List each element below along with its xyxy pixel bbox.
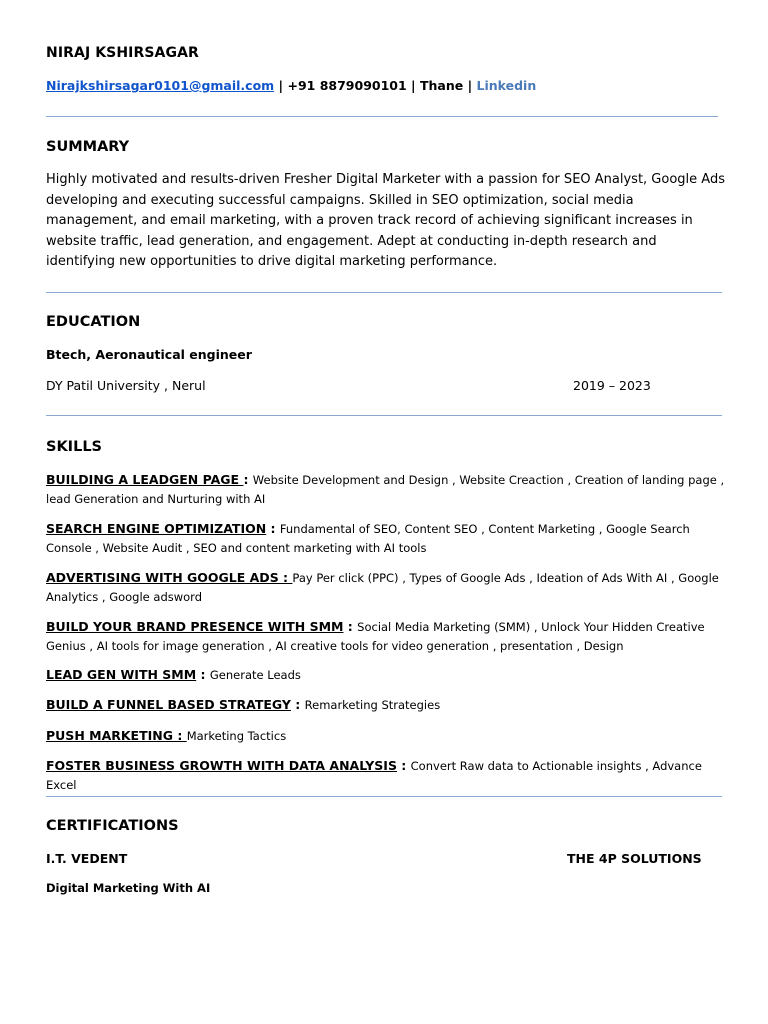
email-link[interactable]: Nirajkshirsagar0101@gmail.com bbox=[46, 78, 275, 93]
divider bbox=[46, 116, 718, 117]
skill-title: BUILD YOUR BRAND PRESENCE WITH SMM bbox=[46, 619, 344, 634]
skill-title: FOSTER BUSINESS GROWTH WITH DATA ANALYSIS bbox=[46, 758, 397, 773]
skill-item bbox=[46, 695, 726, 715]
skill-item bbox=[46, 470, 726, 509]
contact-separator: | bbox=[274, 78, 288, 93]
contact-line bbox=[46, 78, 536, 93]
skill-item bbox=[46, 726, 726, 746]
candidate-name: NIRAJ KSHIRSAGAR bbox=[46, 45, 199, 61]
divider bbox=[46, 796, 722, 797]
skill-title: BUILDING A LEADGEN PAGE bbox=[46, 472, 244, 487]
skill-description: Remarketing Strategies bbox=[304, 698, 441, 712]
certification-institute: THE 4P SOLUTIONS bbox=[567, 851, 702, 866]
skill-item bbox=[46, 617, 726, 656]
skill-title: LEAD GEN WITH SMM bbox=[46, 667, 197, 682]
skill-separator: : bbox=[243, 472, 253, 487]
education-degree: Btech, Aeronautical engineer bbox=[46, 347, 252, 362]
education-years: 2019 – 2023 bbox=[573, 378, 651, 393]
skill-description: Generate Leads bbox=[209, 668, 301, 682]
divider bbox=[46, 415, 722, 416]
skill-item bbox=[46, 665, 726, 685]
phone-number: +91 8879090101 bbox=[287, 78, 407, 93]
linkedin-link[interactable]: Linkedin bbox=[476, 78, 537, 93]
skill-item bbox=[46, 568, 726, 607]
divider bbox=[46, 292, 722, 293]
skill-description: Pay Per click (PPC) , Types of Google Ads , Ideation of Ads With AI , Google Analytics , Google adsword bbox=[46, 571, 719, 604]
skill-title: PUSH MARKETING : bbox=[46, 728, 187, 743]
skill-description: Website Development and Design , Website Creaction , Creation of landing page , lead Generation and Nurturing with AI bbox=[46, 473, 725, 506]
skill-item bbox=[46, 756, 726, 795]
skill-description: Social Media Marketing (SMM) , Unlock Your Hidden Creative Genius , AI tools for image generation , AI creative tools for video generation , presentation , Design bbox=[46, 620, 705, 653]
education-school: DY Patil University , Nerul bbox=[46, 378, 206, 393]
certifications-heading: CERTIFICATIONS bbox=[46, 818, 179, 834]
education-heading: EDUCATION bbox=[46, 314, 141, 330]
certification-institute: I.T. VEDENT bbox=[46, 851, 128, 866]
skill-separator: : bbox=[290, 697, 305, 712]
certification-course: Digital Marketing With AI bbox=[46, 881, 211, 895]
skill-separator: : bbox=[196, 667, 210, 682]
skill-item bbox=[46, 519, 726, 558]
skill-separator: : bbox=[396, 758, 411, 773]
contact-separator: | bbox=[463, 78, 477, 93]
location: Thane bbox=[419, 78, 464, 93]
skill-description: Fundamental of SEO, Content SEO , Content Marketing , Google Search Console , Website Audit , SEO and content marketing with AI tools bbox=[46, 522, 690, 555]
contact-separator: | bbox=[406, 78, 420, 93]
skill-title: BUILD A FUNNEL BASED STRATEGY bbox=[46, 697, 291, 712]
summary-text: Highly motivated and results-driven Fresher Digital Marketer with a passion for SEO Analyst, Google Ads developing and executing successful campaigns. Skilled in SEO optimization, social media management, and email marketing, with a proven track record of achieving significant increases in website traffic, lead generation, and engagement. Adept at conducting in-depth research and identifying new opportunities to drive digital marketing performance. bbox=[46, 172, 725, 269]
skill-title: ADVERTISING WITH GOOGLE ADS : bbox=[46, 570, 293, 585]
summary-heading: SUMMARY bbox=[46, 139, 130, 155]
skill-description: Marketing Tactics bbox=[186, 729, 287, 743]
skill-separator: : bbox=[343, 619, 358, 634]
skill-description: Convert Raw data to Actionable insights , Advance Excel bbox=[46, 759, 702, 792]
skills-heading: SKILLS bbox=[46, 439, 102, 455]
skill-separator: : bbox=[266, 521, 280, 536]
skill-title: SEARCH ENGINE OPTIMIZATION bbox=[46, 521, 267, 536]
